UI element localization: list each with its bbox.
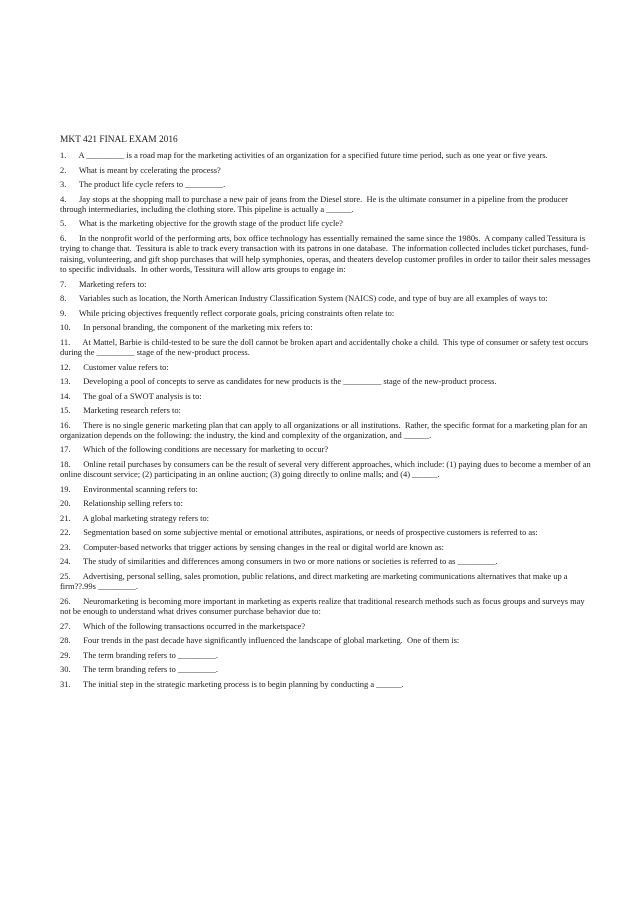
question-26: 26. Neuromarketing is becoming more important in marketing as experts realize that traditional research methods such as focus groups and surveys may not be enough to understand what drives consumer purchase behavior due to:: [60, 595, 587, 617]
question-27: 27. Which of the following transactions occurred in the marketspace?: [60, 620, 306, 631]
question-28: 28. Four trends in the past decade have significantly influenced the landscape of global marketing. One of them is:: [60, 635, 460, 646]
exam-page: [60, 135, 592, 693]
question-1: 1. A _________ is a road map for the marketing activities of an organization for a specified future time period, such as one year or five years.: [60, 150, 548, 160]
question-19: 19. Environmental scanning refers to:: [60, 483, 198, 494]
question-24: 24. The study of similarities and differences among consumers in two or more nations or societies is referred to as _________.: [60, 556, 498, 567]
question-21: 21. A global marketing strategy refers to:: [60, 512, 210, 523]
question-12: 12. Customer value refers to:: [60, 361, 169, 372]
question-22: 22. Segmentation based on some subjective mental or emotional attributes, aspirations, or needs of prospective customers is referred to as:: [60, 527, 538, 538]
question-20: 20. Relationship selling refers to:: [60, 498, 183, 509]
question-16: 16. There is no single generic marketing plan that can apply to all organizations or all institutions. Rather, the specific format for a marketing plan for an organization depends on the following: the industry, the kind and complexity of the organization, and ______.: [60, 419, 590, 440]
question-29: 29. The term branding refers to _________.: [60, 649, 219, 660]
question-18: 18. Online retail purchases by consumers can be the result of several very different approaches, which include: (1) paying dues to become a member of an online discount service; (2) participating in an online auction; (3) going directly to online malls; and (4) ______.: [60, 458, 593, 480]
question-13: 13. Developing a pool of concepts to serve as candidates for new products is the _________ stage of the new-product process.: [60, 376, 497, 387]
question-2: 2. What is meant by ccelerating the process?: [60, 164, 221, 175]
question-25: 25. Advertising, personal selling, sales promotion, public relations, and direct marketing are marketing communications alternatives that make up a firm??.99s _________.: [60, 570, 570, 592]
question-7: 7. Marketing refers to:: [60, 278, 147, 289]
question-5: 5. What is the marketing objective for the growth stage of the product life cycle?: [60, 218, 343, 229]
question-30: 30. The term branding refers to _________.: [60, 664, 219, 675]
question-17: 17. Which of the following conditions are necessary for marketing to occur?: [60, 444, 329, 455]
question-15: 15. Marketing research refers to:: [60, 405, 181, 416]
question-8: 8. Variables such as location, the North American Industry Classification System (NAICS) code, and type of buy are all examples of ways to:: [60, 293, 548, 304]
question-3: 3. The product life cycle refers to _________.: [60, 179, 226, 189]
question-23: 23. Computer-based networks that trigger actions by sensing changes in the real or digital world are known as:: [60, 541, 444, 552]
question-31: 31. The initial step in the strategic marketing process is to begin planning by conducting a ______.: [60, 678, 404, 689]
question-11: 11. At Mattel, Barbie is child-tested to be sure the doll cannot be broken apart and accidentally choke a child. This type of consumer or safety test occurs during the _________ stage of the new-product process.: [60, 336, 591, 358]
exam-title: MKT 421 FINAL EXAM 2016: [60, 135, 178, 145]
question-4: 4. Jay stops at the shopping mall to purchase a new pair of jeans from the Diesel store. He is the ultimate consumer in a pipeline from the producer through intermediaries, including the clothing store. This pipeline is actually a ______.: [60, 193, 571, 214]
question-10: 10. In personal branding, the component of the marketing mix refers to:: [60, 322, 313, 333]
question-14: 14. The goal of a SWOT analysis is to:: [60, 390, 202, 401]
question-9: 9. While pricing objectives frequently reflect corporate goals, pricing constraints often relate to:: [60, 307, 395, 318]
question-6: 6. In the nonprofit world of the performing arts, box office technology has essentially remained the same since the 1980s. A company called Tessitura is trying to change that. Tessitura is able to track every transaction with its patrons in one database. The information collected includes ticket purchases, fund-raising, volunteering, and gift shop purchases that will help symphonies, operas, and theaters develop customer profiles in order to tailor their sales messages to specific individuals. In other words, Tessitura will allow arts groups to engage in:: [60, 232, 593, 275]
question-list: [60, 150, 592, 689]
